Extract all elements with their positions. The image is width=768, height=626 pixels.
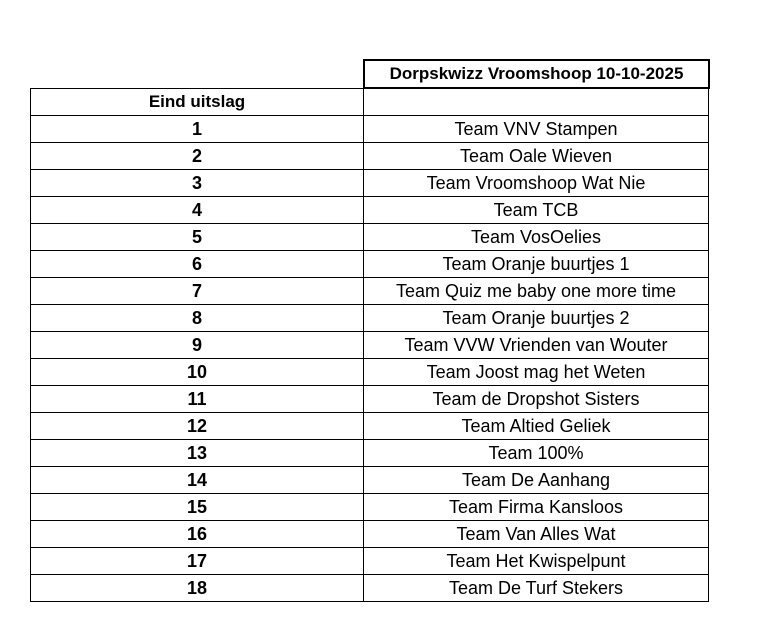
page-title: Dorpskwizz Vroomshoop 10-10-2025	[363, 59, 710, 89]
table-row	[31, 467, 709, 494]
rank-cell: 14	[31, 467, 364, 494]
table-row	[31, 359, 709, 386]
table-row	[31, 224, 709, 251]
rank-cell: 15	[31, 494, 364, 521]
results-table-body	[31, 89, 709, 602]
rank-cell: 1	[31, 116, 364, 143]
team-name-cell: Team Firma Kansloos	[364, 494, 709, 521]
team-name-cell: Team VVW Vrienden van Wouter	[364, 332, 709, 359]
team-name-cell: Team VNV Stampen	[364, 116, 709, 143]
table-row	[31, 278, 709, 305]
rank-cell: 7	[31, 278, 364, 305]
table-row	[31, 332, 709, 359]
rank-cell: 17	[31, 548, 364, 575]
table-row	[31, 170, 709, 197]
results-table	[30, 88, 709, 602]
table-row	[31, 386, 709, 413]
rank-cell: 11	[31, 386, 364, 413]
table-row	[31, 251, 709, 278]
team-name-cell: Team Oale Wieven	[364, 143, 709, 170]
rank-cell: 16	[31, 521, 364, 548]
rank-cell: 12	[31, 413, 364, 440]
team-name-cell: Team Oranje buurtjes 2	[364, 305, 709, 332]
team-name-cell: Team Altied Geliek	[364, 413, 709, 440]
team-name-cell: Team Oranje buurtjes 1	[364, 251, 709, 278]
team-name-cell: Team Het Kwispelpunt	[364, 548, 709, 575]
table-row	[31, 116, 709, 143]
team-name-cell: Team VosOelies	[364, 224, 709, 251]
team-name-cell: Team Van Alles Wat	[364, 521, 709, 548]
table-row	[31, 575, 709, 602]
header-rank-cell: Eind uitslag	[31, 89, 364, 116]
table-row	[31, 413, 709, 440]
rank-cell: 3	[31, 170, 364, 197]
team-name-cell: Team de Dropshot Sisters	[364, 386, 709, 413]
table-row	[31, 494, 709, 521]
rank-cell: 2	[31, 143, 364, 170]
table-row	[31, 521, 709, 548]
table-row	[31, 440, 709, 467]
team-name-cell: Team Vroomshoop Wat Nie	[364, 170, 709, 197]
table-header-row	[31, 89, 709, 116]
rank-cell: 5	[31, 224, 364, 251]
table-row	[31, 548, 709, 575]
rank-cell: 4	[31, 197, 364, 224]
table-row	[31, 197, 709, 224]
team-name-cell: Team Quiz me baby one more time	[364, 278, 709, 305]
header-team-cell	[364, 89, 709, 116]
team-name-cell: Team De Turf Stekers	[364, 575, 709, 602]
team-name-cell: Team Joost mag het Weten	[364, 359, 709, 386]
team-name-cell: Team De Aanhang	[364, 467, 709, 494]
rank-cell: 13	[31, 440, 364, 467]
team-name-cell: Team TCB	[364, 197, 709, 224]
table-row	[31, 305, 709, 332]
rank-cell: 8	[31, 305, 364, 332]
rank-cell: 9	[31, 332, 364, 359]
team-name-cell: Team 100%	[364, 440, 709, 467]
rank-cell: 10	[31, 359, 364, 386]
table-row	[31, 143, 709, 170]
rank-cell: 18	[31, 575, 364, 602]
rank-cell: 6	[31, 251, 364, 278]
